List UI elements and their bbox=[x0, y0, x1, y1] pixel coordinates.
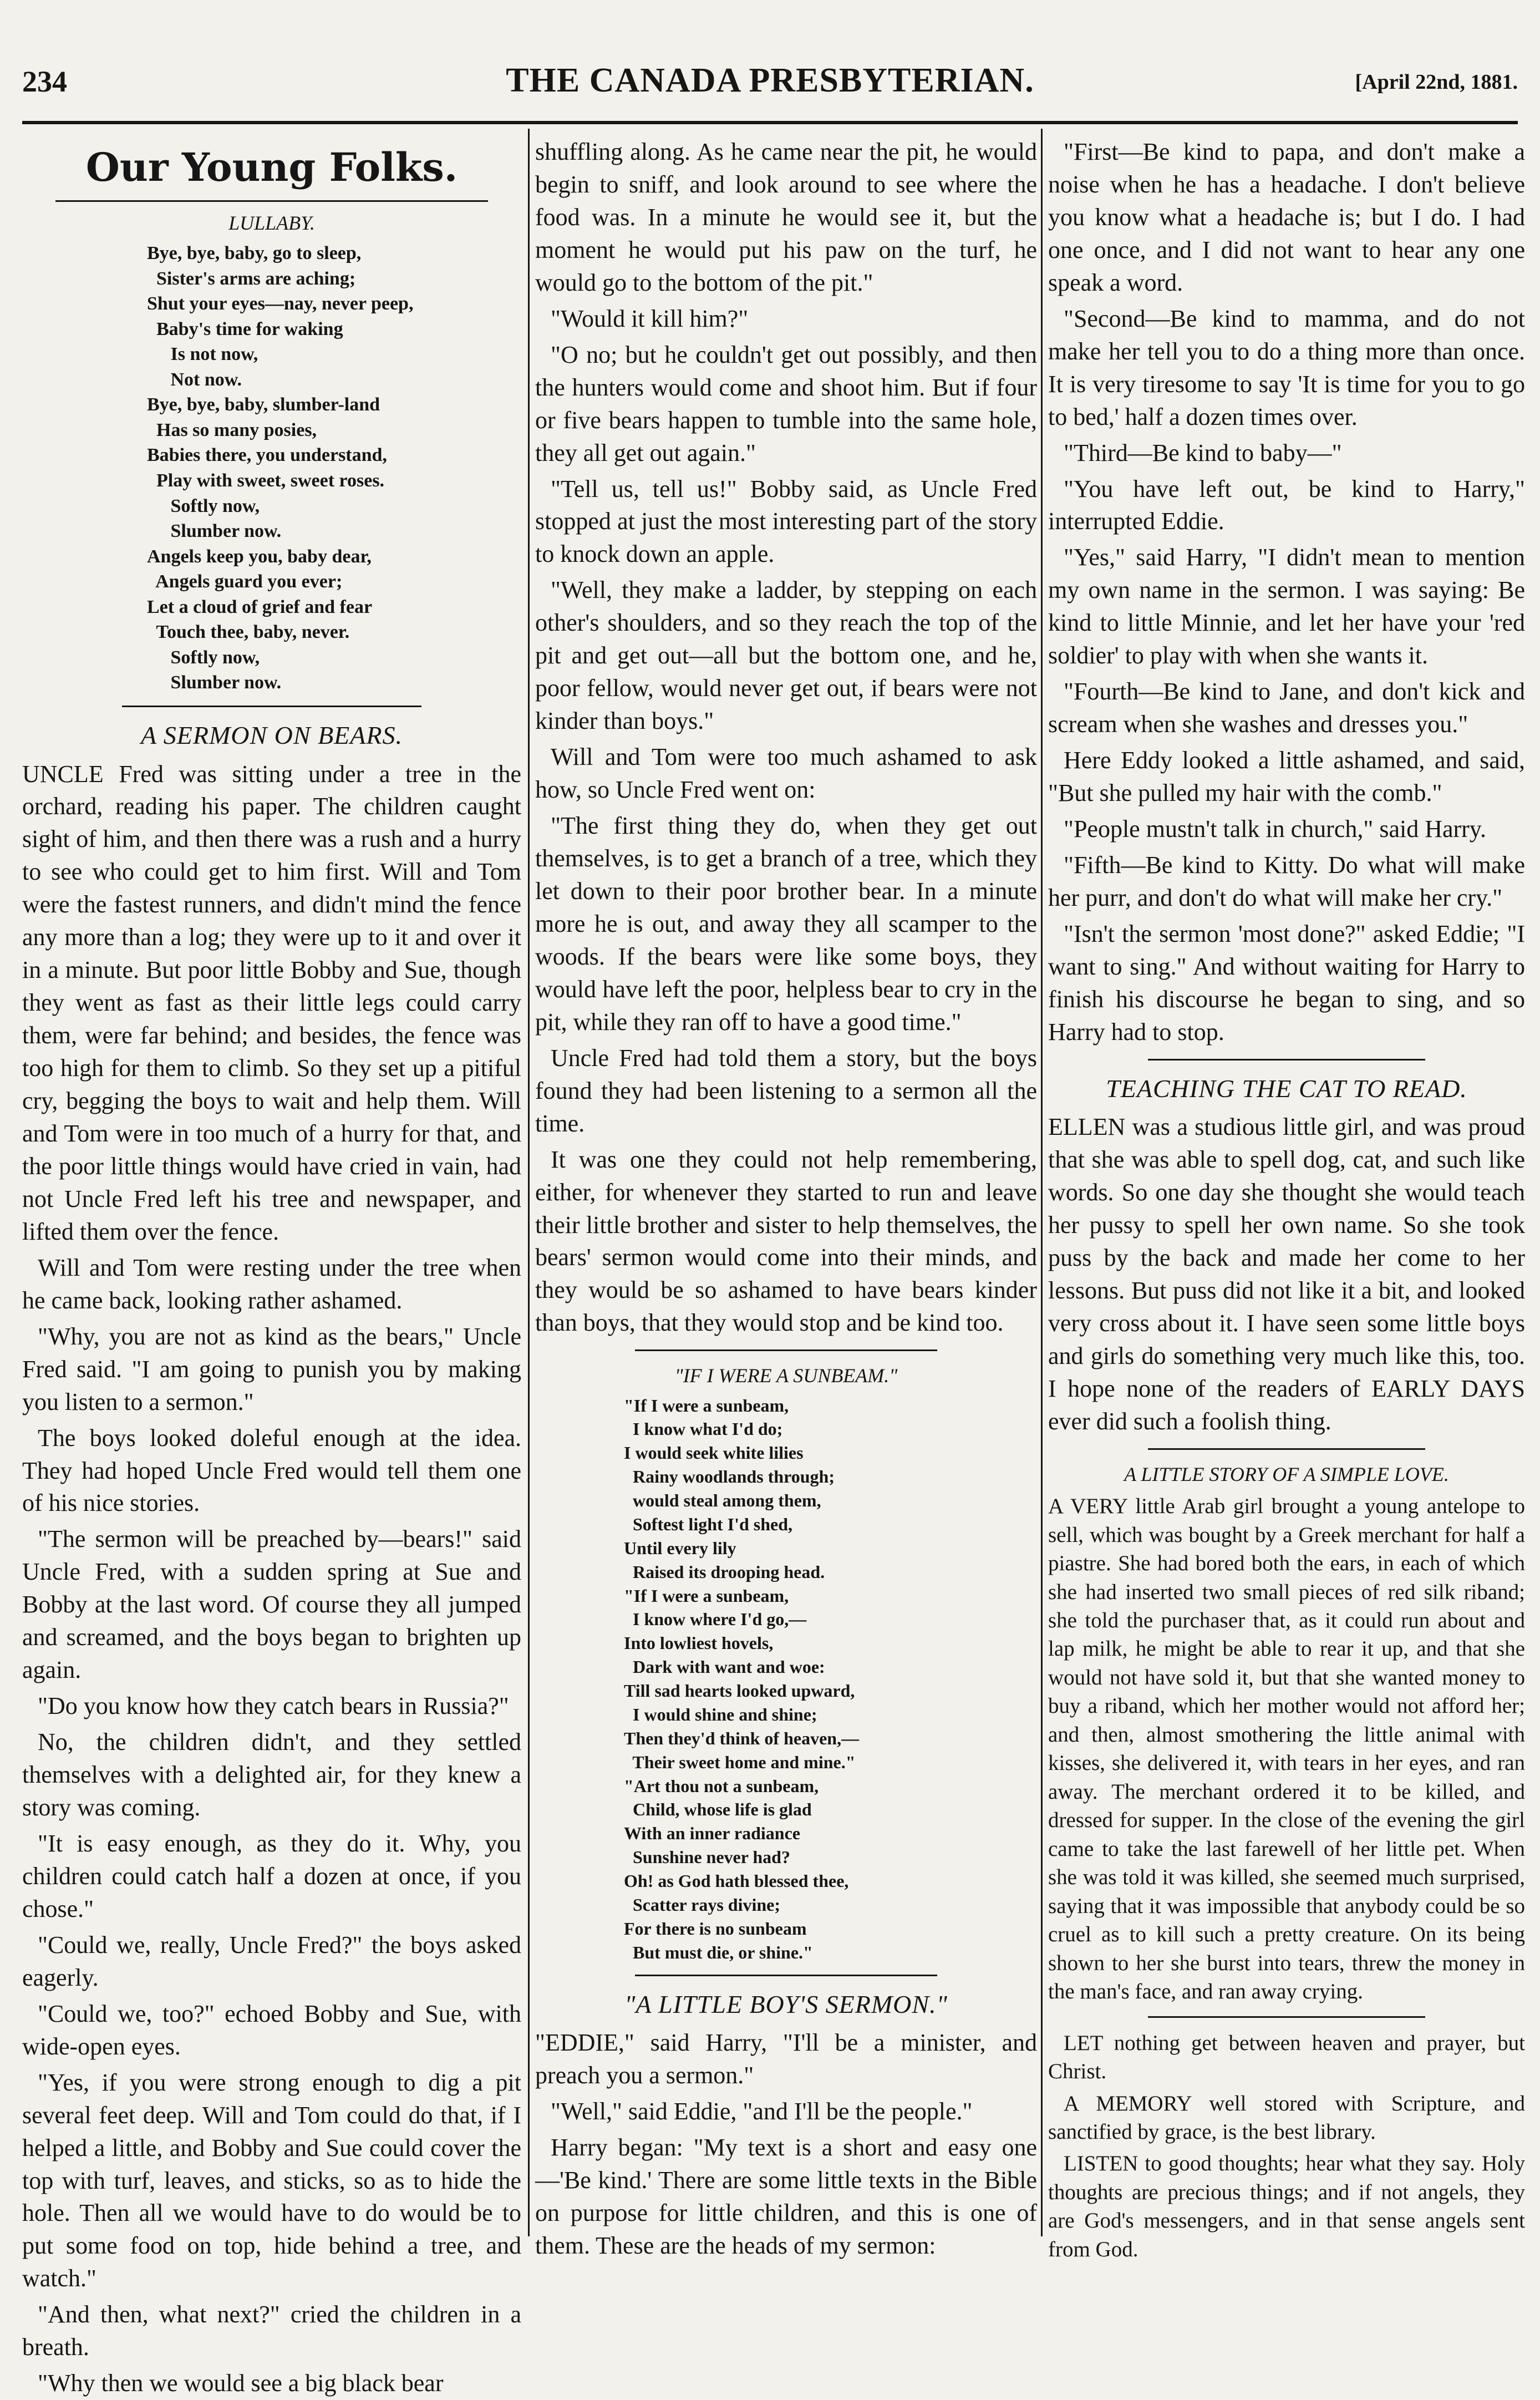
divider bbox=[1148, 1059, 1425, 1061]
poem-line: Softly now, bbox=[147, 495, 260, 516]
section-heading: Our Young Folks. bbox=[85, 144, 458, 190]
poem-line: "Art thou not a sunbeam, bbox=[624, 1775, 819, 1796]
paragraph: "And then, what next?" cried the children in a breath. bbox=[22, 2301, 521, 2361]
article-title: TEACHING THE CAT TO READ. bbox=[1106, 1074, 1467, 1103]
poem-line: I know where I'd go,— bbox=[624, 1609, 807, 1630]
paragraph: "O no; but he couldn't get out possibly, and then the hunters would come and shoot him. But if four or five bears happen to tumble into the same hole, they all get out again." bbox=[535, 341, 1037, 466]
paragraph: It was one they could not help remembering, either, for whenever they started to run and leave their little brother and sister to help themselves, the bears' sermon would come into their minds, and they would be so ashamed to have bears kinder than boys, that they would stop and be kind too. bbox=[535, 1145, 1037, 1337]
poem-line: I know what I'd do; bbox=[624, 1419, 783, 1439]
paragraph: "Could we, really, Uncle Fred?" the boys asked eagerly. bbox=[22, 1931, 521, 1991]
poem-line: Slumber now. bbox=[147, 521, 282, 542]
issue-date: [April 22nd, 1881. bbox=[1355, 70, 1518, 94]
poem-line: Play with sweet, sweet roses. bbox=[147, 470, 385, 491]
paragraph: "Third—Be kind to baby—" bbox=[1064, 439, 1342, 466]
poem-line: Shut your eyes—nay, never peep, bbox=[147, 293, 414, 314]
poem-line: Bye, bye, baby, slumber-land bbox=[147, 394, 380, 415]
poem-line: Touch thee, baby, never. bbox=[147, 622, 350, 643]
lullaby-poem bbox=[22, 241, 521, 696]
column-rule bbox=[1041, 129, 1043, 2236]
poem-line: "If I were a sunbeam, bbox=[624, 1585, 789, 1606]
divider bbox=[55, 200, 488, 202]
paragraph: shuffling along. As he came near the pit, he would begin to sniff, and look around to see where the food was. In a minute he would see it, but the moment he would put his paw on the turf, he would go to the bottom of the pit." bbox=[535, 138, 1037, 296]
paragraph: UNCLE Fred was sitting under a tree in the orchard, reading his paper. The children caught sight of him, and then there was a rush and a hurry to see who could get to him first. Will and Tom were the fastest runners, and didn't mind the fence any more than a log; they were up to it and over it in a minute. But poor little Bobby and Sue, though they went as fast as their little legs could carry them, were far behind; and besides, the fence was too high for them to climb. So they set up a pitiful cry, begging the boys to wait and help them. Will and Tom were in too much of a hurry for that, and the poor little things would have cried in vain, had not Uncle Fred left his tree and newspaper, and lifted them over the fence. bbox=[22, 760, 521, 1245]
poem-line: Angels guard you ever; bbox=[147, 571, 343, 592]
note: A MEMORY well stored with Scripture, and sanctified by grace, is the best library. bbox=[1048, 2091, 1525, 2144]
divider bbox=[122, 706, 421, 707]
note: LET nothing get between heaven and prayer, but Christ. bbox=[1048, 2031, 1525, 2084]
divider bbox=[635, 1349, 937, 1351]
poem-line: I would shine and shine; bbox=[624, 1704, 817, 1724]
poem-line: For there is no sunbeam bbox=[624, 1918, 807, 1939]
paragraph: "EDDIE," said Harry, "I'll be a minister, and preach you a sermon." bbox=[535, 2029, 1037, 2089]
poem-line: Until every lily bbox=[624, 1538, 736, 1558]
divider bbox=[1148, 2016, 1425, 2018]
header-rule bbox=[22, 121, 1518, 124]
column-1 bbox=[22, 136, 521, 2397]
poem-line: Till sad hearts looked upward, bbox=[624, 1681, 855, 1701]
poem-line: Bye, bye, baby, go to sleep, bbox=[147, 243, 362, 264]
poem-line: With an inner radiance bbox=[624, 1823, 800, 1844]
paragraph: ELLEN was a studious little girl, and was proud that she was able to spell dog, cat, and such like words. So one day she thought she would teach her pussy to spell her own name. So she took puss by the back and made her come to her lessons. But puss did not like it a bit, and looked very cross about it. I have seen some little boys and girls do something very much like this, too. I hope none of the readers of EARLY DAYS ever did such a foolish thing. bbox=[1048, 1113, 1525, 1435]
paragraph: "Well, they make a ladder, by stepping on each other's shoulders, and so they reach the top of the pit and get out—all but the bottom one, and he, poor fellow, would never get out, if bears were not kinder than boys." bbox=[535, 576, 1037, 735]
column-rule bbox=[528, 129, 530, 2236]
sunbeam-poem bbox=[535, 1394, 1037, 1965]
masthead: THE CANADA PRESBYTERIAN. bbox=[506, 62, 1034, 99]
poem-line: But must die, or shine." bbox=[624, 1942, 813, 1962]
paragraph: "Isn't the sermon 'most done?" asked Eddie; "I want to sing." And without waiting for Harry to finish his discourse he began to sing, and so Harry had to stop. bbox=[1048, 920, 1525, 1046]
paragraph: Will and Tom were resting under the tree when he came back, looking rather ashamed. bbox=[22, 1254, 521, 1314]
poem-title: "IF I WERE A SUNBEAM." bbox=[674, 1364, 898, 1387]
paragraph: "Fifth—Be kind to Kitty. Do what will make her purr, and don't do what will make her cry." bbox=[1048, 851, 1525, 911]
article-title: A LITTLE STORY OF A SIMPLE LOVE. bbox=[1124, 1463, 1449, 1485]
paragraph: "Do you know how they catch bears in Russia?" bbox=[38, 1692, 509, 1720]
poem-line: Is not now, bbox=[147, 344, 258, 365]
paragraph: "Why then we would see a big black bear bbox=[38, 2369, 444, 2397]
poem-line: Sister's arms are aching; bbox=[147, 268, 356, 289]
note: LISTEN to good thoughts; hear what they say. Holy thoughts are precious things; and if not angels, they are God's messengers, and in that sense angels sent from God. bbox=[1048, 2152, 1525, 2261]
poem-line: Slumber now. bbox=[147, 672, 282, 693]
paragraph: "Well," said Eddie, "and I'll be the people." bbox=[551, 2098, 973, 2125]
poem-line: Softest light I'd shed, bbox=[624, 1514, 793, 1534]
paragraph: "The first thing they do, when they get out themselves, is to get a branch of a tree, which they let down to their poor brother bear. In a minute more he is out, and away they all scamper to the woods. If the bears were like some boys, they would have left the poor, helpless bear to cry in the pit, while they ran off to have a good time." bbox=[535, 812, 1037, 1036]
poem-line: Then they'd think of heaven,— bbox=[624, 1728, 860, 1748]
paragraph: "Second—Be kind to mamma, and do not make her tell you to do a thing more than once. It is very tiresome to say 'It is time for you to go to bed,' half a dozen times over. bbox=[1048, 305, 1525, 430]
lullaby-title: LULLABY. bbox=[228, 211, 315, 234]
poem-line: Sunshine never had? bbox=[624, 1847, 790, 1868]
poem-line: Has so many posies, bbox=[147, 419, 317, 440]
paragraph: "People mustn't talk in church," said Harry. bbox=[1064, 815, 1486, 843]
poem-line: Baby's time for waking bbox=[147, 318, 343, 339]
divider bbox=[635, 1975, 937, 1976]
poem-line: Raised its drooping head. bbox=[624, 1561, 825, 1582]
poem-line: Dark with want and woe: bbox=[624, 1657, 825, 1677]
page-number: 234 bbox=[22, 65, 67, 98]
paragraph: No, the children didn't, and they settled themselves with a delighted air, for they knew a story was coming. bbox=[22, 1728, 521, 1821]
divider bbox=[1148, 1448, 1425, 1450]
page-header bbox=[22, 61, 1518, 122]
poem-line: Oh! as God hath blessed thee, bbox=[624, 1871, 849, 1891]
paragraph: "First—Be kind to papa, and don't make a noise when he has a headache. I don't believe you know what a headache is; but I do. I had one once, and I did not want to hear any one speak a word. bbox=[1048, 138, 1525, 296]
poem-line: would steal among them, bbox=[624, 1490, 821, 1511]
poem-line: Into lowliest hovels, bbox=[624, 1633, 774, 1653]
poem-line: Babies there, you understand, bbox=[147, 445, 387, 466]
poem-line: Let a cloud of grief and fear bbox=[147, 596, 373, 617]
paragraph: "Why, you are not as kind as the bears," Uncle Fred said. "I am going to punish you by making you listen to a sermon." bbox=[22, 1322, 521, 1415]
poem-line: Angels keep you, baby dear, bbox=[147, 546, 372, 567]
poem-line: Their sweet home and mine." bbox=[624, 1752, 856, 1772]
poem-line: "If I were a sunbeam, bbox=[624, 1395, 789, 1415]
paragraph: Harry began: "My text is a short and easy one—'Be kind.' There are some little texts in the Bible on purpose for little children, and this is one of them. These are the heads of my sermon: bbox=[535, 2134, 1037, 2259]
poem-line: Rainy woodlands through; bbox=[624, 1467, 835, 1487]
poem-line: Softly now, bbox=[147, 647, 260, 668]
paragraph: "Could we, too?" echoed Bobby and Sue, with wide-open eyes. bbox=[22, 2000, 521, 2060]
paragraph: "Fourth—Be kind to Jane, and don't kick and scream when she washes and dresses you." bbox=[1048, 678, 1525, 738]
poem-line: Not now. bbox=[147, 369, 242, 390]
article-title: "A LITTLE BOY'S SERMON." bbox=[624, 1990, 948, 2018]
column-2 bbox=[535, 136, 1037, 2259]
poem-line: Child, whose life is glad bbox=[624, 1799, 812, 1820]
paragraph: "Yes, if you were strong enough to dig a pit several feet deep. Will and Tom could do that, if I helped a little, and Bobby and Sue could cover the top with turf, leaves, and sticks, so as to hide the hole. Then all we would have to do would be to put some food on top, hide behind a tree, and watch." bbox=[22, 2068, 521, 2292]
paragraph: A VERY little Arab girl brought a young antelope to sell, which was bought by a Greek merchant for half a piastre. She had bored both the ears, in each of which she had inserted two small pieces of red silk riband; she told the purchaser that, as it could run about and lap milk, he might be able to rear it up, and that she would not have sold it, but that she wanted money to buy a riband, which her mother would not afford her; and then, almost smothering the little animal with kisses, she delivered it, with tears in her eyes, and ran away. The merchant ordered it to be killed, and dressed for supper. In the close of the evening the girl came to take the last farewell of her little pet. When she was told it was killed, she seemed much surprised, saying that it was impossible that anybody could be so cruel as to kill such a pretty creature. On its being shown to her she burst into tears, threw the money in the man's face, and ran away crying. bbox=[1048, 1494, 1525, 2004]
paragraph: The boys looked doleful enough at the idea. They had hoped Uncle Fred would tell them one of his nice stories. bbox=[22, 1424, 521, 1517]
article-title: A SERMON ON BEARS. bbox=[141, 720, 403, 749]
paragraph: "Yes," said Harry, "I didn't mean to mention my own name in the sermon. I was saying: Be kind to little Minnie, and let her have your 'red soldier' to play with when she wants it. bbox=[1048, 544, 1525, 669]
poem-line: I would seek white lilies bbox=[624, 1443, 804, 1463]
paragraph: "It is easy enough, as they do it. Why, you children could catch half a dozen at once, if you chose." bbox=[22, 1830, 521, 1922]
paragraph: Will and Tom were too much ashamed to ask how, so Uncle Fred went on: bbox=[535, 743, 1037, 804]
column-3 bbox=[1048, 136, 1525, 2261]
paragraph: "Tell us, tell us!" Bobby said, as Uncle Fred stopped at just the most interesting part of the story to knock down an apple. bbox=[535, 475, 1037, 568]
poem-line: Scatter rays divine; bbox=[624, 1894, 781, 1915]
paragraph: Here Eddy looked a little ashamed, and said, "But she pulled my hair with the comb." bbox=[1048, 747, 1525, 807]
paragraph: "The sermon will be preached by—bears!" said Uncle Fred, with a sudden spring at Sue and Bobby at the last word. Of course they all jumped and screamed, and the boys began to brighten up again. bbox=[22, 1525, 521, 1684]
paragraph: "You have left out, be kind to Harry," interrupted Eddie. bbox=[1048, 475, 1525, 535]
paragraph: "Would it kill him?" bbox=[551, 305, 749, 332]
paragraph: Uncle Fred had told them a story, but the boys found they had been listening to a sermon all the time. bbox=[535, 1044, 1037, 1137]
